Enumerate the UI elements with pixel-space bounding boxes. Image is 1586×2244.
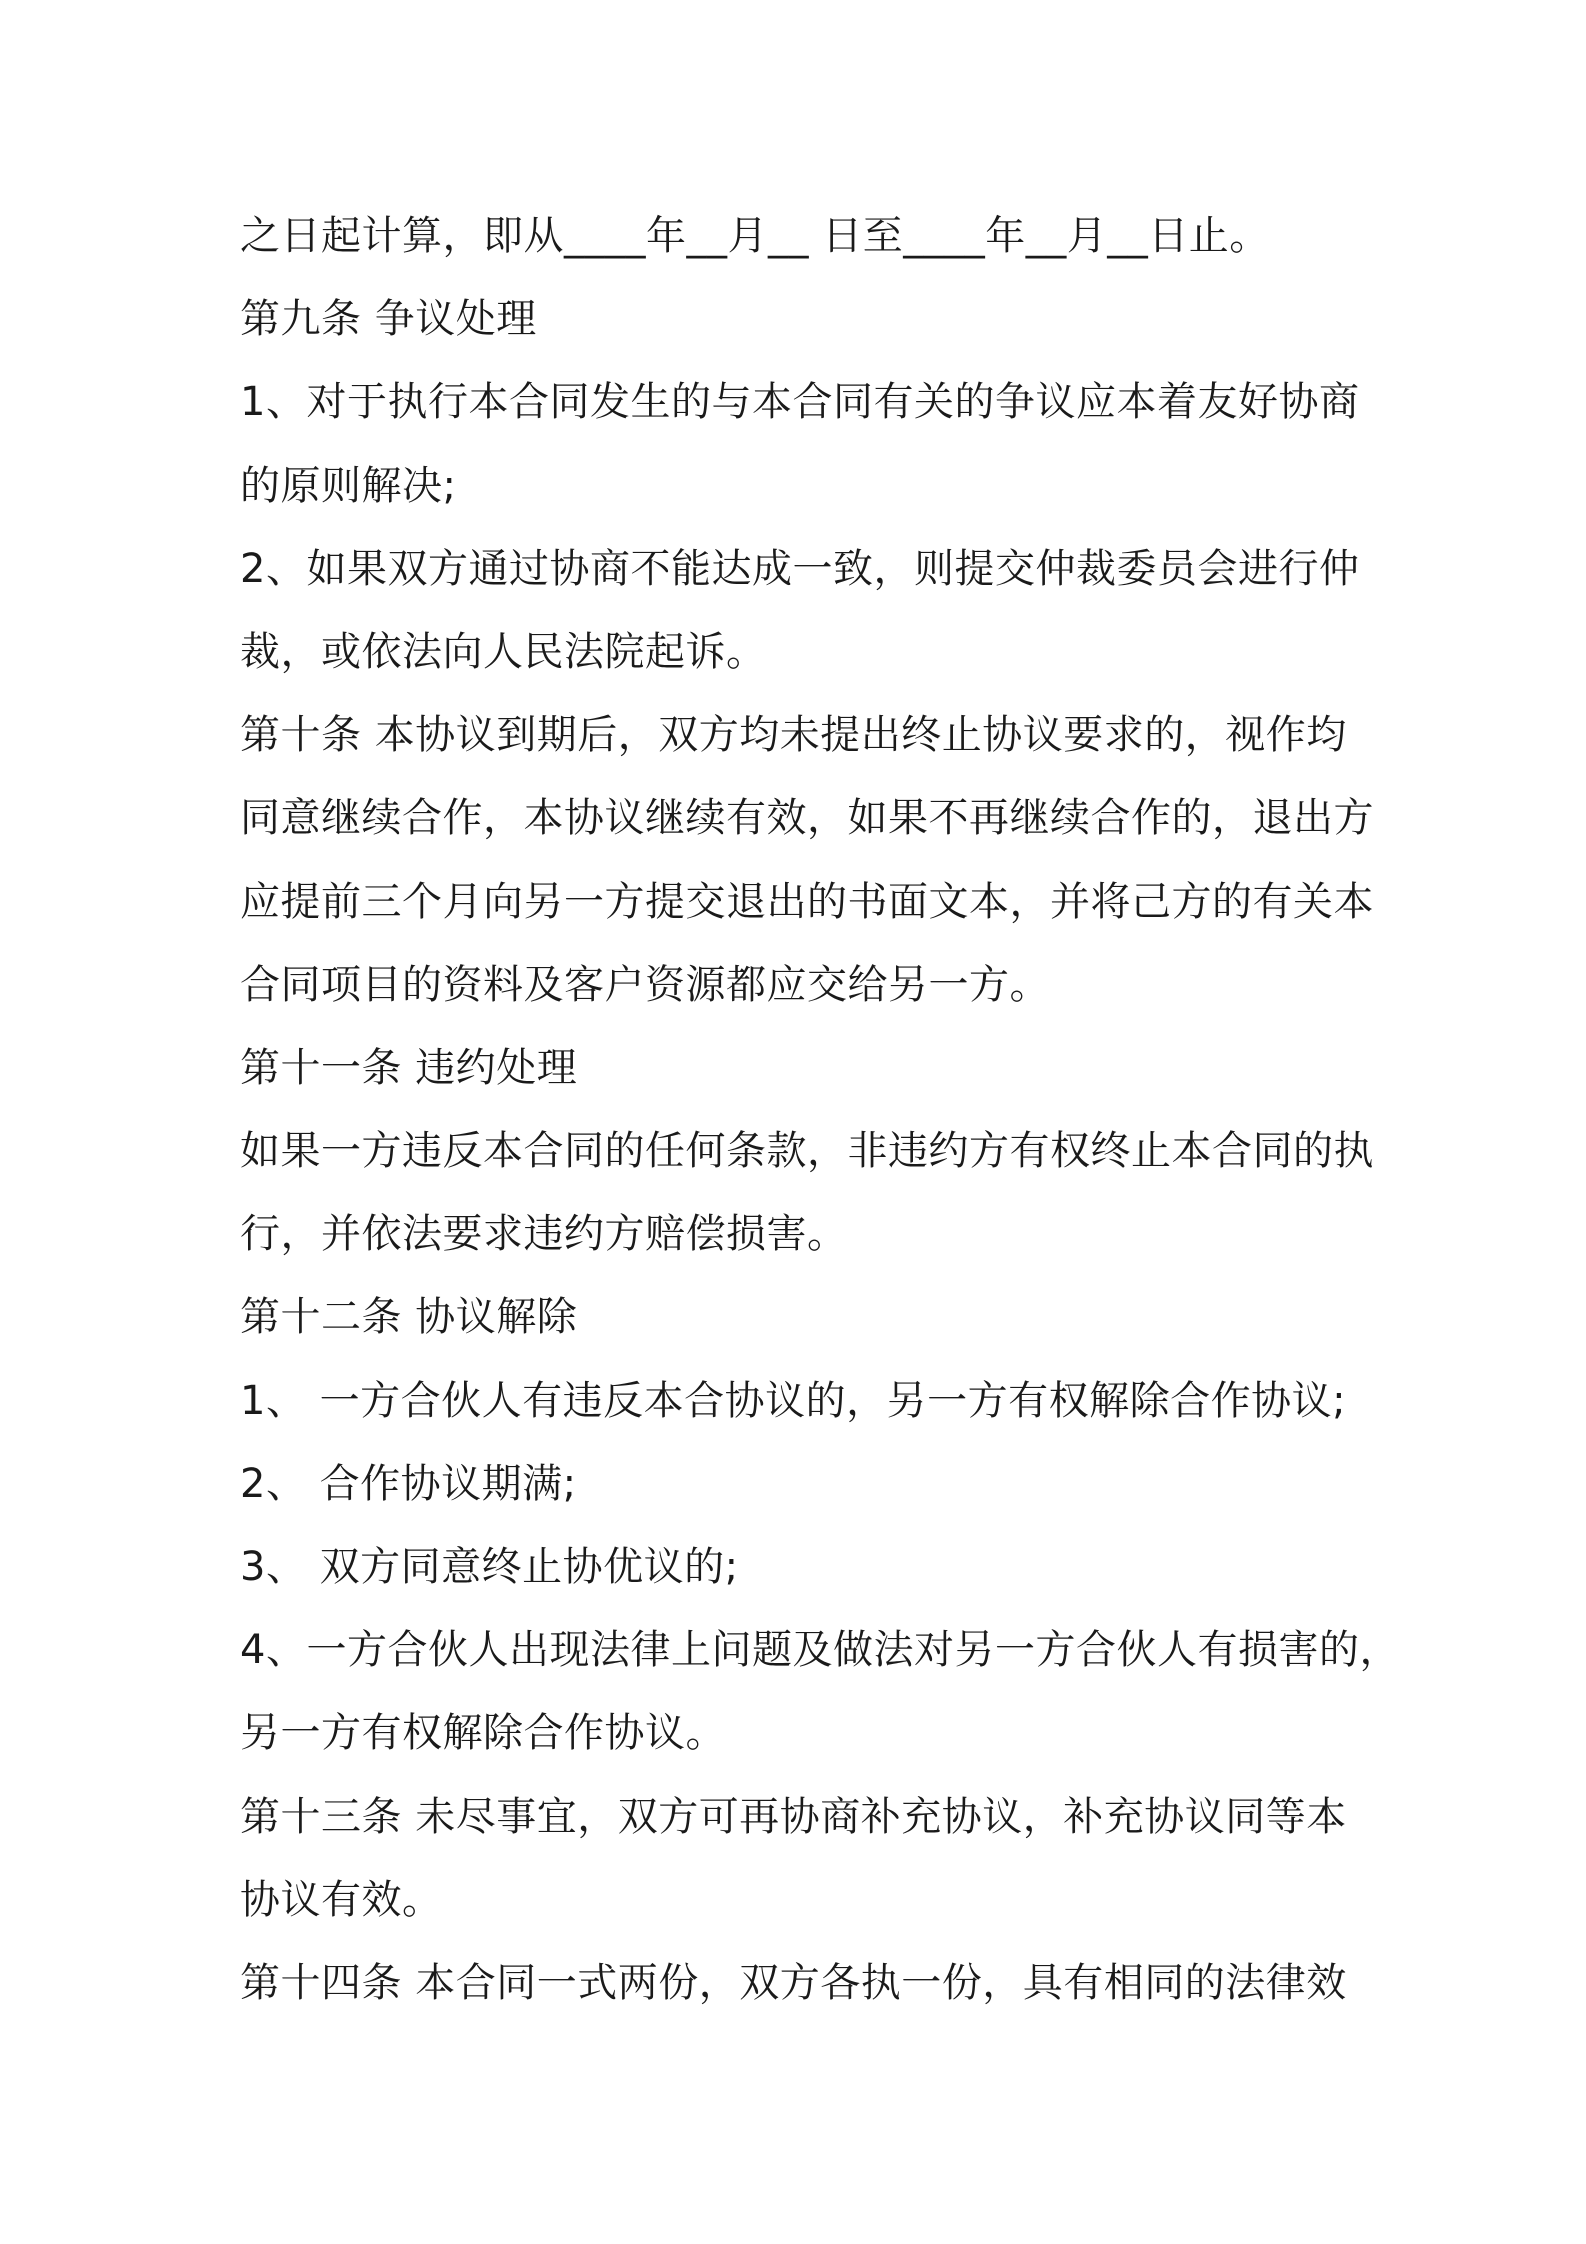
text-line: 裁，或依法向人民法院起诉。	[240, 628, 767, 675]
contract-text	[240, 195, 1400, 2025]
text-line: 2、如果双方通过协商不能达成一致，则提交仲裁委员会进行仲	[240, 545, 1360, 592]
text-line: 3、 双方同意终止协优议的;	[240, 1544, 739, 1590]
text-line: 2、 合作协议期满;	[240, 1460, 577, 1507]
text-line: 第十条 本协议到期后，双方均未提出终止协议要求的，视作均	[240, 712, 1347, 759]
text-line: 4、一方合伙人出现法律上问题及做法对另一方合伙人有损害的，	[240, 1627, 1400, 1674]
section-heading: 第九条 争议处理	[240, 296, 537, 343]
text-line: 应提前三个月向另一方提交退出的书面文本，并将己方的有关本	[240, 878, 1374, 925]
text-line: 协议有效。	[240, 1876, 443, 1923]
text-line: 之日起计算，即从____年__月__ 日至____年__月__日止。	[240, 213, 1270, 259]
text-line: 第十四条 本合同一式两份，双方各执一份，具有相同的法律效	[240, 1959, 1347, 2006]
text-line: 行，并依法要求违约方赔偿损害。	[240, 1211, 848, 1258]
text-line: 第十三条 未尽事宜，双方可再协商补充协议，补充协议同等本	[240, 1793, 1347, 1840]
text-line: 1、对于执行本合同发生的与本合同有关的争议应本着友好协商	[240, 379, 1360, 426]
text-line: 1、 一方合伙人有违反本合协议的，另一方有权解除合作协议;	[240, 1377, 1347, 1424]
text-line: 合同项目的资料及客户资源都应交给另一方。	[240, 961, 1050, 1008]
section-heading: 第十一条 违约处理	[240, 1044, 578, 1091]
text-line: 如果一方违反本合同的任何条款，非违约方有权终止本合同的执	[240, 1128, 1374, 1175]
text-line: 另一方有权解除合作协议。	[240, 1710, 726, 1757]
section-heading: 第十二条 协议解除	[240, 1294, 578, 1341]
text-line: 同意继续合作，本协议继续有效，如果不再继续合作的，退出方	[240, 795, 1374, 842]
text-line: 的原则解决;	[240, 462, 457, 509]
